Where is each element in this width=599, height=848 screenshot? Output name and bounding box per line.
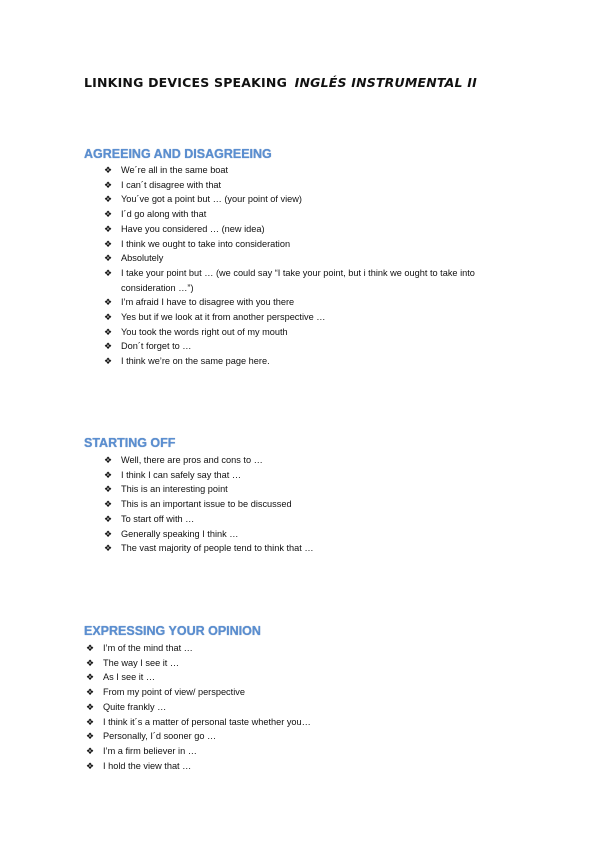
heading-expressing-opinion: EXPRESSING YOUR OPINION — [84, 624, 261, 638]
list-item: ❖ You took the words right out of my mouth — [104, 325, 511, 340]
list-item: ❖ Well, there are pros and cons to … — [104, 453, 314, 468]
list-item: ❖ I think it´s a matter of personal taste whether you… — [86, 715, 311, 730]
list-item: ❖ Absolutely — [104, 251, 511, 266]
diamond-bullet-icon: ❖ — [104, 543, 113, 554]
expressing-opinion-list — [86, 641, 311, 773]
list-item: ❖ Don´t forget to … — [104, 339, 511, 354]
list-item: ❖ I think we ought to take into consideration — [104, 237, 511, 252]
diamond-bullet-icon: ❖ — [86, 657, 95, 668]
list-item: ❖ I think we’re on the same page here. — [104, 354, 511, 369]
heading-agreeing-disagreeing: AGREEING AND DISAGREEING — [84, 147, 272, 161]
list-item: ❖ I’m of the mind that … — [86, 641, 311, 656]
list-item: ❖ Quite frankly … — [86, 700, 311, 715]
diamond-bullet-icon: ❖ — [86, 643, 95, 653]
diamond-bullet-icon: ❖ — [86, 731, 95, 742]
diamond-bullet-icon: ❖ — [86, 672, 95, 683]
diamond-bullet-icon: ❖ — [104, 455, 113, 465]
list-item: ❖ I think I can safely say that … — [104, 468, 314, 483]
list-item: ❖ You´ve got a point but … (your point of view) — [104, 192, 511, 207]
list-item: ❖ Personally, I´d sooner go … — [86, 729, 311, 744]
diamond-bullet-icon: ❖ — [104, 297, 113, 308]
starting-off-list — [104, 453, 314, 556]
list-item: ❖ This is an important issue to be discussed — [104, 497, 314, 512]
list-item: ❖ I take your point but … (we could say “I take your point, but i think we ought to take into consideration …”) — [104, 267, 475, 293]
list-item: ❖ From my point of view/ perspective — [86, 685, 311, 700]
list-item: ❖ The vast majority of people tend to think that … — [104, 541, 314, 556]
diamond-bullet-icon: ❖ — [104, 499, 113, 510]
diamond-bullet-icon: ❖ — [104, 209, 113, 220]
diamond-bullet-icon: ❖ — [86, 716, 95, 727]
diamond-bullet-icon: ❖ — [86, 760, 95, 771]
list-item: ❖ I hold the view that … — [86, 759, 311, 774]
diamond-bullet-icon: ❖ — [104, 223, 113, 234]
diamond-bullet-icon: ❖ — [104, 194, 113, 205]
list-item: ❖ As I see it … — [86, 670, 311, 685]
diamond-bullet-icon: ❖ — [104, 238, 113, 249]
diamond-bullet-icon: ❖ — [104, 165, 113, 175]
list-item: ❖ Yes but if we look at it from another perspective … — [104, 310, 511, 325]
list-item: ❖ Generally speaking I think … — [104, 527, 314, 542]
agreeing-disagreeing-list — [104, 163, 511, 369]
list-item: ❖ Have you considered … (new idea) — [104, 222, 511, 237]
list-item: ❖ This is an interesting point — [104, 482, 314, 497]
document-title — [84, 75, 477, 90]
diamond-bullet-icon: ❖ — [104, 528, 113, 539]
list-item: ❖ I’m afraid I have to disagree with you there — [104, 295, 511, 310]
diamond-bullet-icon: ❖ — [104, 312, 113, 323]
diamond-bullet-icon: ❖ — [86, 687, 95, 698]
list-item: ❖ I´d go along with that — [104, 207, 511, 222]
list-item: ❖ The way I see it … — [86, 656, 311, 671]
list-item: ❖ I can´t disagree with that — [104, 178, 511, 193]
diamond-bullet-icon: ❖ — [104, 267, 113, 278]
diamond-bullet-icon: ❖ — [104, 484, 113, 495]
diamond-bullet-icon: ❖ — [86, 701, 95, 712]
diamond-bullet-icon: ❖ — [104, 326, 113, 337]
diamond-bullet-icon: ❖ — [104, 341, 113, 352]
document-title-course: INGLÉS INSTRUMENTAL II — [294, 75, 477, 90]
diamond-bullet-icon: ❖ — [86, 745, 95, 756]
diamond-bullet-icon: ❖ — [104, 513, 113, 524]
list-item: ❖ We´re all in the same boat — [104, 163, 511, 178]
list-item: ❖ To start off with … — [104, 512, 314, 527]
diamond-bullet-icon: ❖ — [104, 253, 113, 264]
heading-starting-off: STARTING OFF — [84, 436, 176, 450]
diamond-bullet-icon: ❖ — [104, 179, 113, 190]
document-title-main: LINKING DEVICES SPEAKING — [84, 75, 288, 90]
list-item: ❖ I’m a firm believer in … — [86, 744, 311, 759]
diamond-bullet-icon: ❖ — [104, 356, 113, 367]
diamond-bullet-icon: ❖ — [104, 469, 113, 480]
